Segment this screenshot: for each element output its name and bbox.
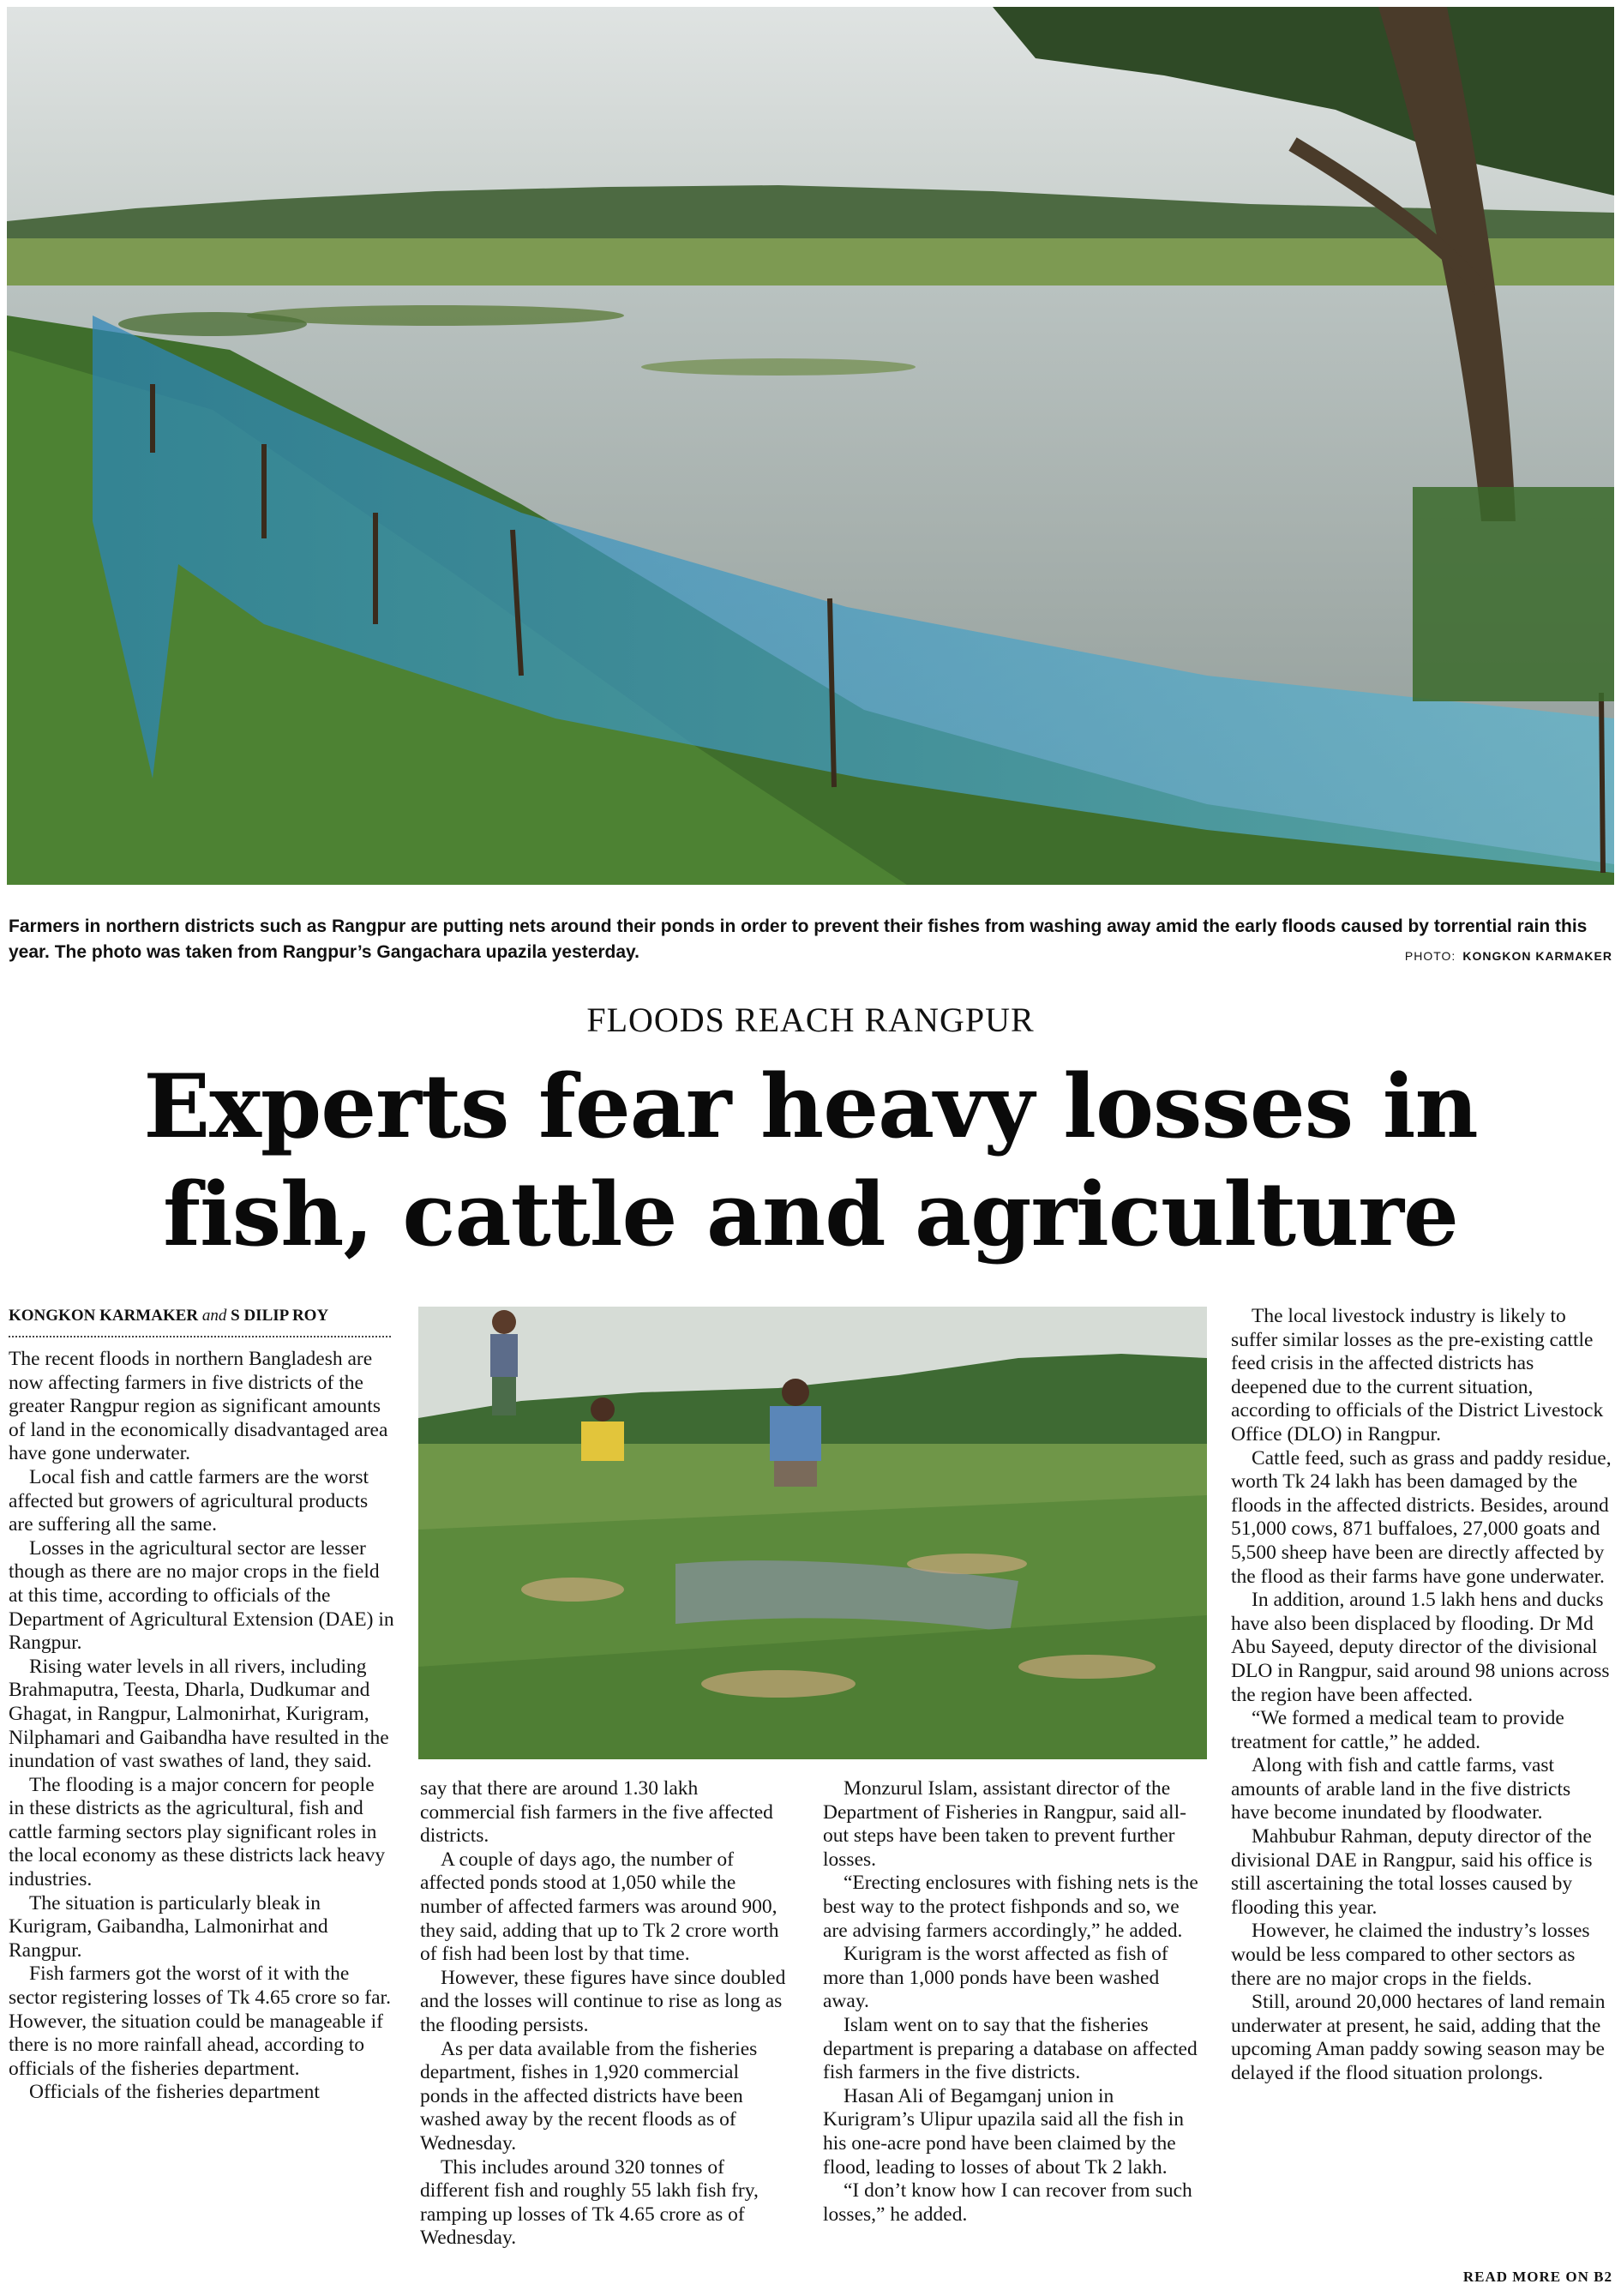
paragraph: This includes around 320 tonnes of different fish and roughly 55 lakh fish fry, ramping up losses of Tk 4.65 crore as of Wednesday. xyxy=(420,2155,759,2250)
paragraph: The situation is particularly bleak in Kurigram, Gaibandha, Lalmonirhat and Rangpur. xyxy=(9,1891,328,1962)
paragraph: “We formed a medical team to provide treatment for cattle,” he added. xyxy=(1231,1707,1564,1753)
paragraph: The local livestock industry is likely to suffer similar losses as the pre-existing cattle feed crisis in the affected districts has deepened due to the current situation, according to officials of the District Livestock Office (DLO) in Rangpur. xyxy=(1231,1305,1604,1446)
paragraph: “I don’t know how I can recover from such losses,” he added. xyxy=(823,2179,1192,2226)
paragraph: Islam went on to say that the fisheries department is preparing a database on affected fish farmers in the five districts. xyxy=(823,2013,1198,2084)
photo-credit-name: KONGKON KARMAKER xyxy=(1462,949,1612,963)
flooded-pond-net-illustration xyxy=(7,7,1614,885)
paragraph: Kurigram is the worst affected as fish of more than 1,000 ponds have been washed away. xyxy=(823,1943,1168,2013)
photo-credit xyxy=(1405,949,1612,963)
farmers-harvesting-illustration xyxy=(418,1307,1207,1759)
article-column-3 xyxy=(823,1777,1200,2227)
kicker: FLOODS REACH RANGPUR xyxy=(586,1001,1035,1039)
paragraph: Fish farmers got the worst of it with the sector registering losses of Tk 4.65 crore so far. However, the situation could be manageable if there is no more rainfall ahead, according to officials of the fisheries department. xyxy=(9,1962,391,2080)
photo-credit-label: PHOTO: xyxy=(1404,949,1456,963)
read-more-link[interactable]: READ MORE ON B2 xyxy=(1462,2269,1612,2285)
headline-line-2: fish, cattle and agriculture xyxy=(163,1163,1458,1266)
paragraph: The recent floods in northern Bangladesh are now affecting farmers in five districts of the greater Rangpur region as significant amounts of land in the economically disadvantaged area have gone underwater. xyxy=(9,1348,388,1465)
paragraph: Mahbubur Rahman, deputy director of the divisional DAE in Rangpur, said his office is still ascertaining the total losses caused by flooding this year. xyxy=(1231,1825,1593,1919)
headline-line-1: Experts fear heavy losses in xyxy=(143,1055,1478,1158)
byline-and: and xyxy=(201,1307,227,1325)
headline xyxy=(0,1053,1621,1269)
paragraph: However, he claimed the industry’s losses would be less compared to other sectors as there are no major crops in the fields. xyxy=(1231,1920,1590,1990)
top-photo xyxy=(7,7,1614,885)
byline-author-2: S DILIP ROY xyxy=(231,1307,329,1325)
paragraph: Along with fish and cattle farms, vast amounts of arable land in the five districts have become inundated by floodwater. xyxy=(1231,1754,1571,1824)
byline-author-1: KONGKON KARMAKER xyxy=(9,1307,199,1325)
paragraph: In addition, around 1.5 lakh hens and ducks have also been displaced by flooding. Dr Md Abu Sayeed, deputy director of the divisional DLO in Rangpur, said around 98 unions across the region have been affected. xyxy=(1231,1589,1610,1706)
article-column-1 xyxy=(9,1348,394,2105)
farmers-field-photo xyxy=(418,1307,1207,1759)
paragraph: A couple of days ago, the number of affected ponds stood at 1,050 while the number of affected farmers was around 900, they said, adding that up to Tk 2 crore worth of fish had been lost by that time. xyxy=(420,1848,779,1966)
paragraph: Hasan Ali of Begamganj union in Kurigram’s Ulipur upazila said all the fish in his one-acre pond have been claimed by the flood, leading to losses of about Tk 2 lakh. xyxy=(823,2084,1184,2179)
paragraph: say that there are around 1.30 lakh commercial fish farmers in the five affected districts. xyxy=(420,1777,773,1848)
paragraph: However, these figures have since doubled and the losses will continue to rise as long as the flooding persists. xyxy=(420,1966,786,2036)
paragraph: Cattle feed, such as grass and paddy residue, worth Tk 24 lakh has been damaged by the floods in the affected districts. Besides, around 51,000 cows, 871 buffaloes, 27,000 goats and 5,500 sheep have been are directly affected by the flood as their farms have gone underwater. xyxy=(1231,1446,1612,1588)
paragraph: Local fish and cattle farmers are the worst affected but growers of agricultural products are suffering all the same. xyxy=(9,1465,369,1536)
paragraph: “Erecting enclosures with fishing nets is the best way to the protect fishponds and so, we are advising farmers accordingly,” he added. xyxy=(823,1872,1198,1942)
farmer-standing-figure xyxy=(490,1310,518,1415)
article-column-4 xyxy=(1231,1305,1613,2086)
photo-caption: Farmers in northern districts such as Rangpur are putting nets around their ponds in order to prevent their fishes from washing away amid the early floods caused by torrential rain this year. The photo was taken from Rangpur’s Gangachara upazila yesterday. xyxy=(9,917,1588,962)
paragraph: Monzurul Islam, assistant director of the Department of Fisheries in Rangpur, said all-out steps have been taken to prevent further losses. xyxy=(823,1777,1186,1871)
paragraph: Rising water levels in all rivers, including Brahmaputra, Teesta, Dharla, Dudkumar and Ghagat, in Rangpur, Lalmonirhat, Kurigram, Nilphamari and Gaibandha have resulted in the inundation of vast swathes of land, they said. xyxy=(9,1655,389,1773)
paragraph: Still, around 20,000 hectares of land remain underwater at present, he said, adding that the upcoming Aman paddy sowing season may be delayed if the flood situation prolongs. xyxy=(1231,1991,1606,2084)
paragraph: The flooding is a major concern for people in these districts as the agricultural, fish and cattle farming sectors play significant roles in the local economy as these districts lack heavy industries. xyxy=(9,1773,386,1891)
article-column-2 xyxy=(420,1777,789,2251)
paragraph: Officials of the fisheries department xyxy=(29,2081,320,2104)
paragraph: Losses in the agricultural sector are lesser though as there are no major crops in the field at this time, according to officials of the Department of Agricultural Extension (DAE) in Rangpur. xyxy=(9,1536,394,1655)
byline xyxy=(9,1307,391,1337)
paragraph: As per data available from the fisheries department, fishes in 1,920 commercial ponds in the affected districts have been washed away by the recent floods as of Wednesday. xyxy=(420,2037,758,2155)
